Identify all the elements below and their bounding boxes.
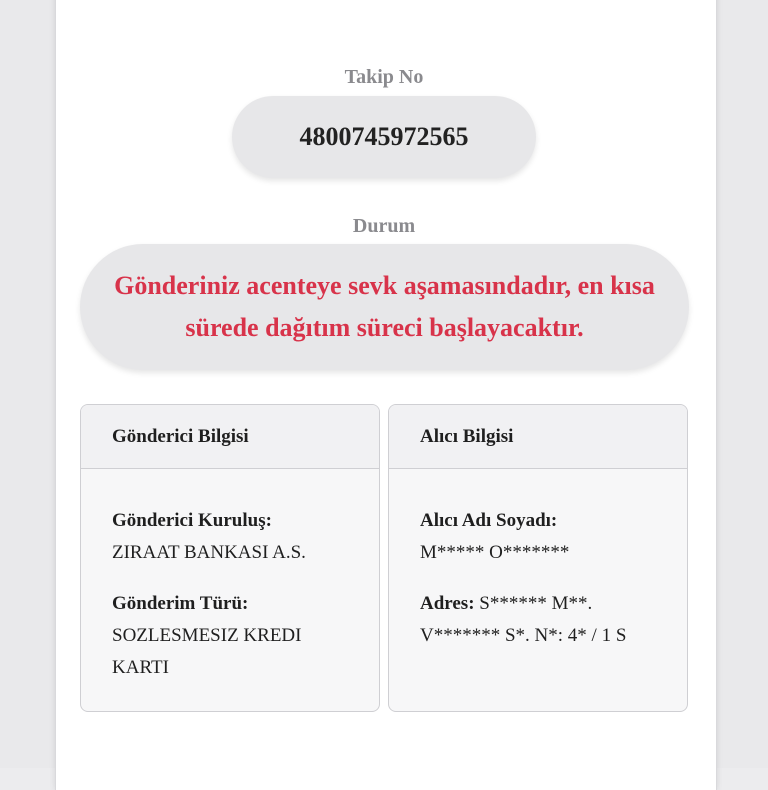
sender-info-panel — [80, 404, 380, 712]
sender-organization-label: Gönderici Kuruluş: — [112, 510, 272, 531]
sender-info-header: Gönderici Bilgisi — [81, 405, 379, 469]
status-message: Gönderiniz acenteye sevk aşamasındadır, en kısa sürede dağıtım süreci başlayacaktır. — [80, 244, 689, 370]
receiver-info-header: Alıcı Bilgisi — [389, 405, 687, 469]
receiver-address-value: S****** M**. V******* S*. N*: 4* / 1 S — [420, 593, 627, 646]
receiver-info-body — [389, 469, 687, 652]
shipment-type-label: Gönderim Türü: — [112, 593, 249, 614]
sender-info-body — [81, 469, 379, 684]
shipment-type-value: SOZLESMESIZ KREDI KARTI — [112, 625, 302, 678]
sender-organization-value: ZIRAAT BANKASI A.S. — [112, 542, 306, 563]
status-label: Durum — [352, 215, 416, 237]
tracking-number-label: Takip No — [344, 66, 424, 88]
receiver-name-value: M***** O******* — [420, 542, 570, 563]
receiver-address-label: Adres: — [420, 593, 475, 614]
tracking-number-value: 4800745972565 — [232, 96, 536, 178]
receiver-address — [420, 588, 652, 652]
receiver-name-label: Alıcı Adı Soyadı: — [420, 510, 558, 531]
receiver-info-panel — [388, 404, 688, 712]
